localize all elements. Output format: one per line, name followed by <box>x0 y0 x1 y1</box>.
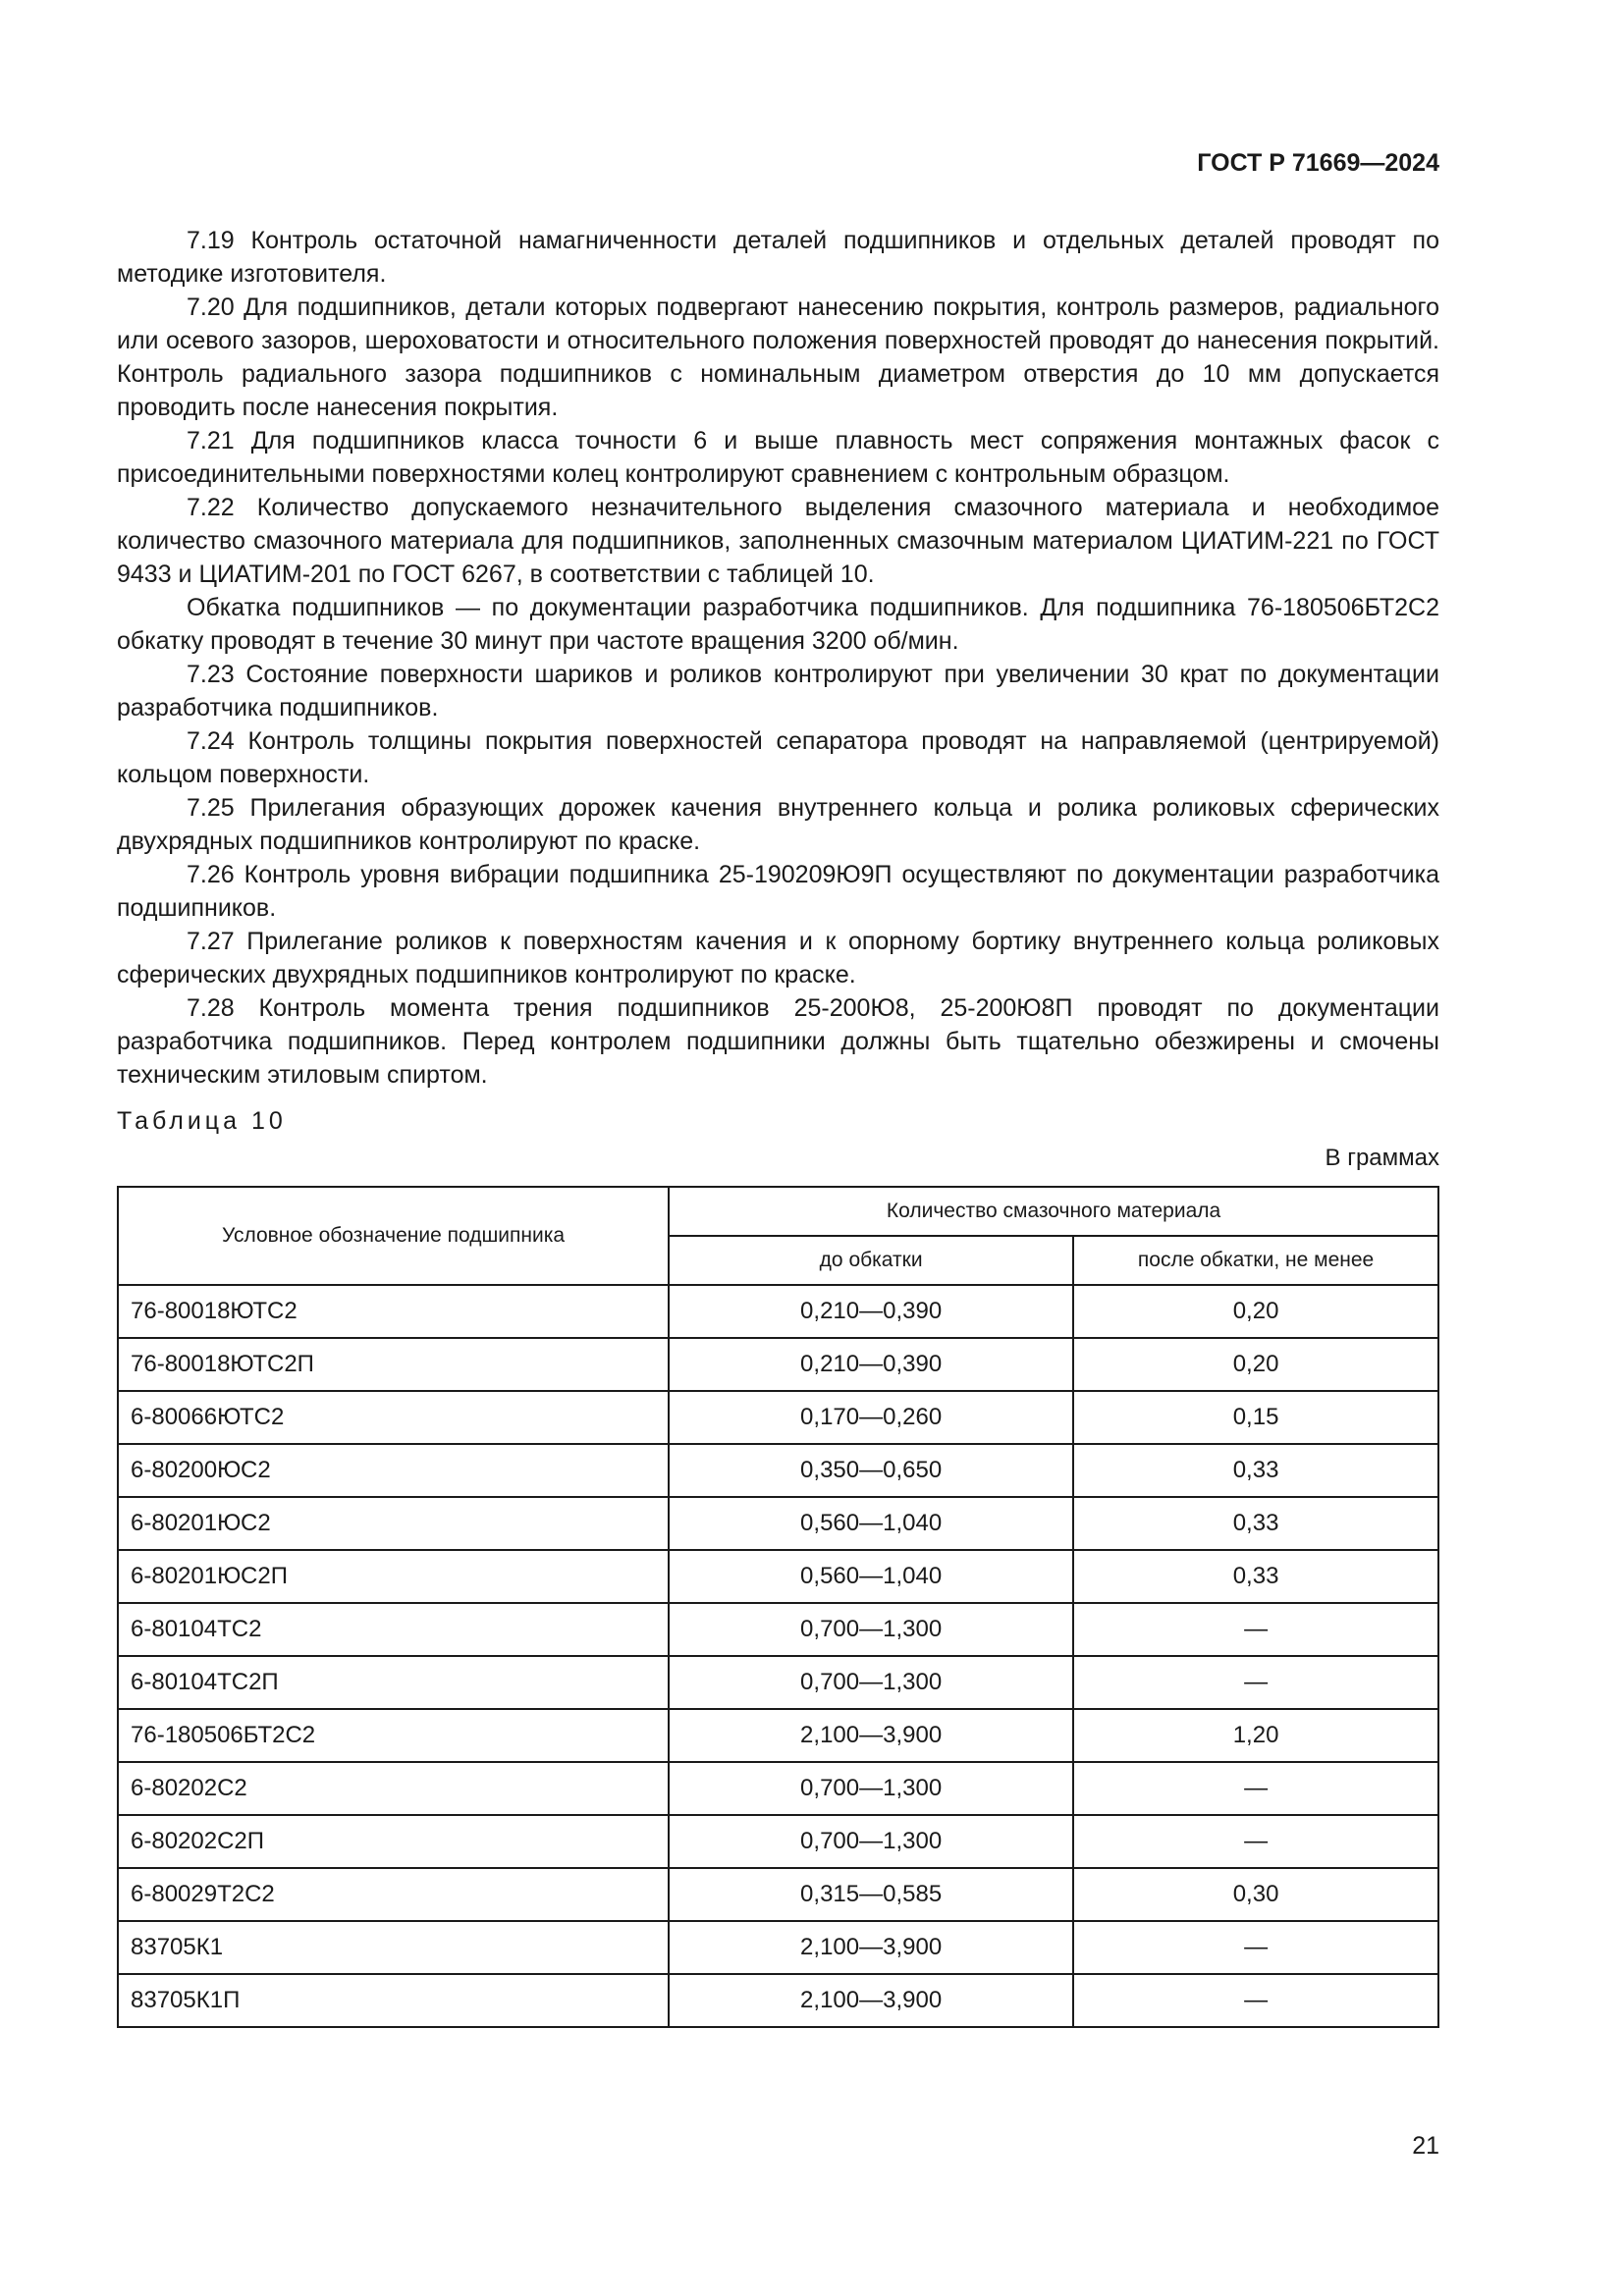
table-row <box>118 1815 1438 1868</box>
paragraph: 7.20 Для подшипников, детали которых подвергают нанесению покрытия, контроль размеров, радиального или осевого зазоров, шероховатости и относительного положения поверхностей проводят до нанесения покрытий. Контроль радиального зазора подшипников с номинальным диаметром отверстия до 10 мм допускается проводить после нанесения покрытия. <box>117 294 1439 421</box>
table-row <box>118 1974 1438 2027</box>
cell-after: — <box>1073 1974 1438 2027</box>
cell-after: 0,33 <box>1073 1444 1438 1497</box>
paragraph: 7.28 Контроль момента трения подшипников 25-200Ю8, 25-200Ю8П проводят по документации разработчика подшипников. Перед контролем подшипники должны быть тщательно обезжирены и смочены техническим этиловым спиртом. <box>117 994 1439 1089</box>
table-row <box>118 1709 1438 1762</box>
cell-designation: 6-80202С2П <box>118 1815 669 1868</box>
table-row <box>118 1656 1438 1709</box>
header-designation: Условное обозначение подшипника <box>118 1187 669 1285</box>
cell-designation: 6-80202С2 <box>118 1762 669 1815</box>
cell-before: 0,210—0,390 <box>669 1338 1073 1391</box>
cell-designation: 6-80029Т2С2 <box>118 1868 669 1921</box>
cell-before: 0,350—0,650 <box>669 1444 1073 1497</box>
table-row <box>118 1497 1438 1550</box>
paragraph: 7.21 Для подшипников класса точности 6 и выше плавность мест сопряжения монтажных фасок с присоединительными поверхностями колец контролируют сравнением с контрольным образцом. <box>117 427 1439 488</box>
cell-after: 0,33 <box>1073 1550 1438 1603</box>
cell-before: 2,100—3,900 <box>669 1921 1073 1974</box>
cell-before: 0,700—1,300 <box>669 1656 1073 1709</box>
cell-before: 0,315—0,585 <box>669 1868 1073 1921</box>
paragraph: 7.22 Количество допускаемого незначительного выделения смазочного материала и необходимое количество смазочного материала для подшипников, заполненных смазочным материалом ЦИАТИМ-221 по ГОСТ 9433 и ЦИАТИМ-201 по ГОСТ 6267, в соответствии с таблицей 10. <box>117 494 1439 588</box>
lubricant-table <box>117 1186 1439 2028</box>
cell-designation: 6-80201ЮС2 <box>118 1497 669 1550</box>
table-row <box>118 1762 1438 1815</box>
cell-designation: 76-180506БТ2С2 <box>118 1709 669 1762</box>
paragraph: 7.24 Контроль толщины покрытия поверхностей сепаратора проводят на направляемой (центрируемой) кольцом поверхности. <box>117 727 1439 788</box>
cell-after: — <box>1073 1921 1438 1974</box>
cell-before: 0,700—1,300 <box>669 1762 1073 1815</box>
cell-before: 0,560—1,040 <box>669 1550 1073 1603</box>
cell-designation: 83705К1П <box>118 1974 669 2027</box>
table-row <box>118 1921 1438 1974</box>
cell-after: 0,15 <box>1073 1391 1438 1444</box>
cell-after: — <box>1073 1815 1438 1868</box>
table-row <box>118 1285 1438 1338</box>
body-text <box>117 224 1439 1092</box>
cell-after: 1,20 <box>1073 1709 1438 1762</box>
table-unit: В граммах <box>1325 1145 1439 1171</box>
paragraph: 7.26 Контроль уровня вибрации подшипника 25-190209Ю9П осуществляют по документации разработчика подшипников. <box>117 861 1439 922</box>
table-row <box>118 1550 1438 1603</box>
table-row <box>118 1868 1438 1921</box>
table-label: Таблица 10 <box>117 1107 287 1135</box>
cell-after: 0,20 <box>1073 1338 1438 1391</box>
paragraph: 7.23 Состояние поверхности шариков и роликов контролируют при увеличении 30 крат по документации разработчика подшипников. <box>117 661 1439 721</box>
cell-before: 0,560—1,040 <box>669 1497 1073 1550</box>
cell-designation: 76-80018ЮТС2П <box>118 1338 669 1391</box>
cell-before: 0,170—0,260 <box>669 1391 1073 1444</box>
paragraph: 7.25 Прилегания образующих дорожек качения внутреннего кольца и ролика роликовых сферических двухрядных подшипников контролируют по краске. <box>117 794 1439 855</box>
table-row <box>118 1444 1438 1497</box>
paragraph: 7.19 Контроль остаточной намагниченности деталей подшипников и отдельных деталей проводят по методике изготовителя. <box>117 227 1439 288</box>
table-row <box>118 1391 1438 1444</box>
cell-designation: 6-80066ЮТС2 <box>118 1391 669 1444</box>
cell-designation: 6-80200ЮС2 <box>118 1444 669 1497</box>
cell-designation: 6-80104ТС2 <box>118 1603 669 1656</box>
table-row <box>118 1338 1438 1391</box>
cell-designation: 6-80201ЮС2П <box>118 1550 669 1603</box>
cell-designation: 6-80104ТС2П <box>118 1656 669 1709</box>
page-number: 21 <box>1412 2132 1439 2160</box>
cell-after: 0,33 <box>1073 1497 1438 1550</box>
paragraph: 7.27 Прилегание роликов к поверхностям качения и к опорному бортику внутреннего кольца роликовых сферических двухрядных подшипников контролируют по краске. <box>117 928 1439 988</box>
cell-after: — <box>1073 1603 1438 1656</box>
header-after-run-in: после обкатки, не менее <box>1073 1236 1438 1285</box>
table-row <box>118 1603 1438 1656</box>
paragraph: Обкатка подшипников — по документации разработчика подшипников. Для подшипника 76-180506БТ2С2 обкатку проводят в течение 30 минут при частоте вращения 3200 об/мин. <box>117 594 1439 655</box>
header-before-run-in: до обкатки <box>669 1236 1073 1285</box>
cell-designation: 76-80018ЮТС2 <box>118 1285 669 1338</box>
cell-before: 2,100—3,900 <box>669 1974 1073 2027</box>
table-header-row <box>118 1187 1438 1236</box>
cell-after: 0,20 <box>1073 1285 1438 1338</box>
header-lubricant-amount: Количество смазочного материала <box>669 1187 1438 1236</box>
document-header: ГОСТ Р 71669—2024 <box>1197 149 1439 177</box>
cell-before: 0,700—1,300 <box>669 1815 1073 1868</box>
cell-before: 2,100—3,900 <box>669 1709 1073 1762</box>
cell-after: — <box>1073 1656 1438 1709</box>
cell-before: 0,210—0,390 <box>669 1285 1073 1338</box>
cell-after: — <box>1073 1762 1438 1815</box>
cell-designation: 83705К1 <box>118 1921 669 1974</box>
cell-before: 0,700—1,300 <box>669 1603 1073 1656</box>
cell-after: 0,30 <box>1073 1868 1438 1921</box>
